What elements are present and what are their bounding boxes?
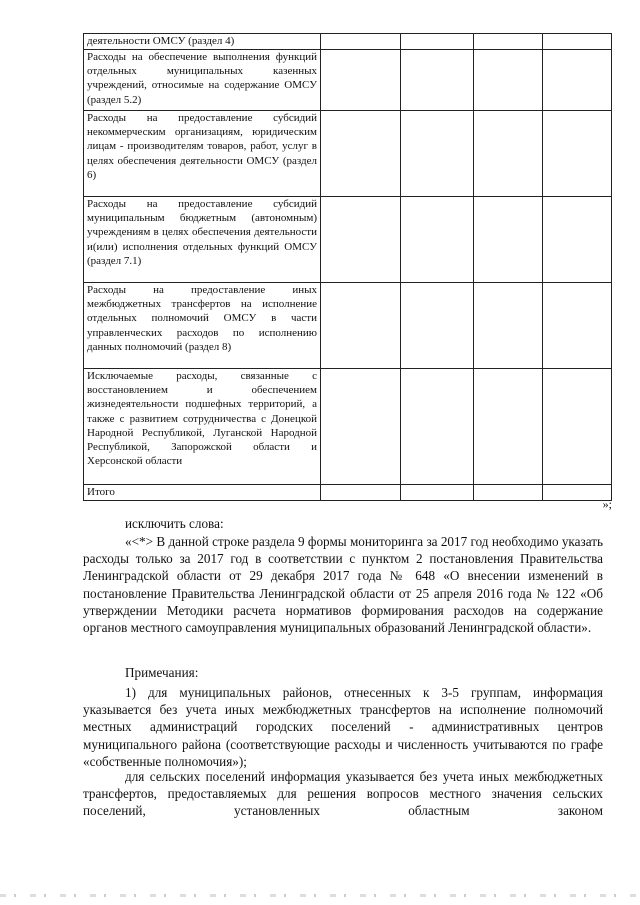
- value-cell: [401, 485, 474, 501]
- notes-heading-text: Примечания:: [125, 665, 199, 680]
- value-cell: [543, 111, 612, 197]
- notes-heading: [83, 664, 603, 681]
- footnote-text: «<*> В данной строке раздела 9 формы мониторинга за 2017 год необходимо указать расходы только за 2017 год в соответствии с пунктом 2 постановления Правительства Ленинградской области от 29 декабря 2017 года № 648 «О внесении изменений в постановление Правительства Ленинградской области от 25 апреля 2016 года № 122 «Об утверждении Методики расчета нормативов формирования расходов на содержание органов местного самоуправления муниципальных образований Ленинградской области».: [83, 534, 603, 636]
- row-label: Расходы на предоставление субсидий некоммерческим организациям, юридическим лицам - производителям товаров, работ, услуг в целях обеспечения деятельности ОМСУ (раздел 6): [84, 111, 321, 197]
- value-cell: [474, 111, 543, 197]
- remove-instruction-text: исключить слова:: [125, 516, 224, 531]
- table-row: [84, 50, 612, 111]
- value-cell: [321, 34, 401, 50]
- value-cell: [321, 50, 401, 111]
- scan-artifact: [0, 894, 640, 897]
- remove-instruction: [83, 515, 603, 532]
- note-item-1: [83, 684, 603, 770]
- value-cell: [543, 485, 612, 501]
- value-cell: [543, 197, 612, 283]
- value-cell: [401, 111, 474, 197]
- row-label: Исключаемые расходы, связанные с восстановлением и обеспечением жизнедеятельности подшефных территорий, а также с развитием сотрудничества с Донецкой Народной Республикой, Луганской Народной Республикой, Запорожской области и Херсонской области: [84, 369, 321, 485]
- table-row: [84, 34, 612, 50]
- value-cell: [474, 34, 543, 50]
- closing-quote: »;: [602, 497, 612, 511]
- value-cell: [321, 283, 401, 369]
- value-cell: [321, 485, 401, 501]
- total-label: Итого: [84, 485, 321, 501]
- value-cell: [474, 283, 543, 369]
- value-cell: [321, 111, 401, 197]
- value-cell: [321, 369, 401, 485]
- value-cell: [474, 50, 543, 111]
- table-row: [84, 369, 612, 485]
- value-cell: [401, 369, 474, 485]
- value-cell: [543, 369, 612, 485]
- note-item-2: [83, 768, 603, 820]
- value-cell: [543, 34, 612, 50]
- row-label: Расходы на обеспечение выполнения функций отдельных муниципальных казенных учреждений, относимые на содержание ОМСУ (раздел 5.2): [84, 50, 321, 111]
- value-cell: [401, 50, 474, 111]
- monitoring-table: [83, 33, 612, 501]
- value-cell: [474, 197, 543, 283]
- value-cell: [474, 485, 543, 501]
- value-cell: [543, 283, 612, 369]
- row-label: Расходы на предоставление иных межбюджетных трансфертов на исполнение отдельных полномочий ОМСУ в части управленческих расходов по исполнению данных полномочий (раздел 8): [84, 283, 321, 369]
- value-cell: [401, 34, 474, 50]
- note-item-2-text: для сельских поселений информация указывается без учета иных межбюджетных трансфертов, предоставляемых для решения вопросов местного значения сельских поселений, установленных областным законом: [83, 769, 603, 819]
- table-row: [84, 283, 612, 369]
- value-cell: [321, 197, 401, 283]
- value-cell: [543, 50, 612, 111]
- row-label: Расходы на предоставление субсидий муниципальным бюджетным (автономным) учреждениям в целях обеспечения деятельности и(или) исполнения отдельных функций ОМСУ (раздел 7.1): [84, 197, 321, 283]
- note-item-1-text: 1) для муниципальных районов, отнесенных к 3-5 группам, информация указывается без учета иных межбюджетных трансфертов на исполнение полномочий местных администраций городских поселений - административных центров муниципального района (соответствующие расходы и численность учитываются по графе «собственные полномочия»);: [83, 685, 603, 769]
- row-label: деятельности ОМСУ (раздел 4): [84, 34, 321, 50]
- value-cell: [401, 283, 474, 369]
- table-row: [84, 197, 612, 283]
- table-row-total: [84, 485, 612, 501]
- value-cell: [474, 369, 543, 485]
- value-cell: [401, 197, 474, 283]
- footnote-paragraph: [83, 533, 603, 636]
- table-row: [84, 111, 612, 197]
